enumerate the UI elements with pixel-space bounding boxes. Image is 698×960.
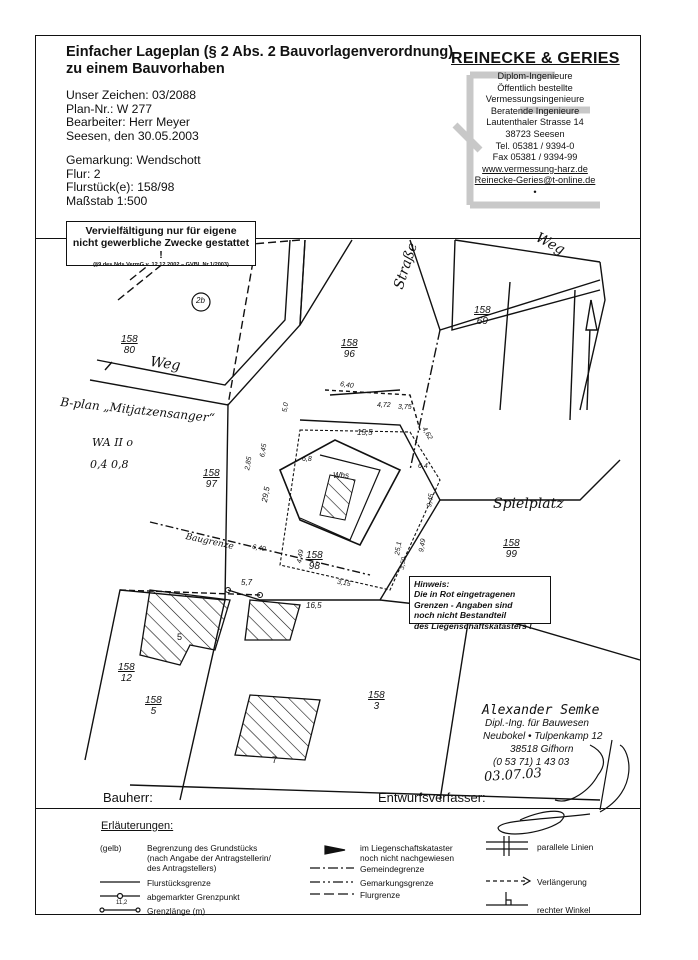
author-phone: (0 53 71) 1 43 03 xyxy=(493,757,570,768)
scale: Maßstab 1:500 xyxy=(66,193,148,208)
spielplatz-label: Spielplatz xyxy=(493,496,564,512)
legend-flurstuecksgrenze: Flurstücksgrenze xyxy=(147,878,211,888)
note-line: des Liegenschaftskatasters ! xyxy=(414,620,532,631)
gemarkung: Gemarkung: Wendschott xyxy=(66,153,201,167)
dimension: 3,50 xyxy=(398,556,408,571)
reference: Unser Zeichen: 03/2088 xyxy=(66,88,197,102)
dimension: 9,45 xyxy=(426,493,436,508)
dimension: 4,72 xyxy=(377,402,391,409)
legend-gelb-tag: (gelb) xyxy=(100,843,122,853)
legend-flurgrenze: Flurgrenze xyxy=(360,890,401,900)
legend-kataster-line: noch nicht nachgewiesen xyxy=(360,853,455,863)
legend-gemarkungsgrenze: Gemarkungsgrenze xyxy=(360,878,434,888)
company-line: Tel. 05381 / 9394-0 xyxy=(495,140,575,151)
legend-grenzlaenge-sample: 11,2 xyxy=(116,900,128,906)
plot-label: 158 97 xyxy=(203,468,220,490)
house-label: Whs xyxy=(333,471,349,480)
dimension: 9,49 xyxy=(418,538,428,553)
dimension: 6,40 xyxy=(251,543,267,554)
plot-label: 158 96 xyxy=(341,338,358,360)
plot-label: 158 69 xyxy=(474,305,491,327)
bauherr-label: Bauherr: xyxy=(103,790,153,805)
entwurf-label: Entwurfsverfasser: xyxy=(378,790,486,805)
note-line: noch nicht Bestandteil xyxy=(414,610,507,621)
legend-winkel: rechter Winkel xyxy=(537,905,591,915)
company-website-link[interactable]: www.vermessung-harz.de xyxy=(482,163,588,174)
stamp-line: (§9 des Nds.VermG v. 12.12.2002 – GVBl. Nr.1/2003) xyxy=(93,262,229,268)
plot-label: 158 80 xyxy=(121,334,138,356)
dimension: 3,15 xyxy=(336,578,352,589)
baugrenze-label: Baugrenze xyxy=(184,532,235,552)
circle-marker-label: 2b xyxy=(196,296,205,305)
note-line: Die in Rot eingetragenen xyxy=(414,589,516,600)
flur: Flur: 2 xyxy=(66,166,101,181)
dimension: 16,5 xyxy=(306,601,322,610)
company-name: REINECKE & GERIES xyxy=(451,50,620,67)
bullet-icon: • xyxy=(533,186,537,197)
plot-label: 158 98 xyxy=(306,550,323,572)
author-name: Alexander Semke xyxy=(482,703,600,718)
dimension: 6,4 xyxy=(418,463,428,470)
dimension: 6,45 xyxy=(259,443,269,458)
street-weg-right: Weg xyxy=(533,229,568,259)
dimension: 5,7 xyxy=(241,578,253,587)
company-line: Öffentlich bestellte xyxy=(497,82,573,93)
company-line: Fax 05381 / 9394-99 xyxy=(492,152,578,163)
company-line: Beratende Ingenieure xyxy=(490,105,580,116)
dimension: 5,0 xyxy=(281,402,291,413)
bplan-annotation: B-plan „Mitjatzensanger“ xyxy=(59,394,216,426)
company-line: Lautenthaler Strasse 14 xyxy=(486,117,584,128)
place-date: Seesen, den 30.05.2003 xyxy=(66,128,199,143)
dimension: 2,85 xyxy=(244,456,254,471)
plan-number: Plan-Nr.: W 277 xyxy=(66,101,153,116)
note-line: Grenzen - Angaben sind xyxy=(414,599,513,610)
dimension: 4,49 xyxy=(296,549,306,564)
dimension: 4,62 xyxy=(420,425,434,442)
author-title: Dipl.-Ing. für Bauwesen xyxy=(485,718,589,729)
house-number: 5 xyxy=(177,632,183,642)
street-weg-left: Weg xyxy=(149,353,182,375)
plan-title: Einfacher Lageplan (§ 2 Abs. 2 Bauvorlagenverordnung) xyxy=(66,44,454,60)
legend-title: Erläuterungen: xyxy=(101,820,174,832)
plan-subtitle: zu einem Bauvorhaben xyxy=(66,61,225,77)
flurstueck: Flurstück(e): 158/98 xyxy=(66,180,175,195)
company-line: 38723 Seesen xyxy=(505,128,565,139)
company-line: Diplom-Ingenieure xyxy=(497,71,573,81)
dimension: 29,5 xyxy=(260,486,272,503)
legend-gelb-line: des Antragstellers) xyxy=(147,863,217,873)
author-city: 38518 Gifhorn xyxy=(510,744,574,755)
legend-gelb-line: (nach Angabe der Antragstellerin/ xyxy=(147,853,271,863)
legend-grenzpunkt: abgemarkter Grenzpunkt xyxy=(147,892,240,902)
dimension: 15,5 xyxy=(357,428,373,437)
legend-parallel: parallele Linien xyxy=(537,842,594,852)
company-email-link[interactable]: Reinecke-Geries@t-online.de xyxy=(474,175,596,186)
plot-label: 158 12 xyxy=(118,662,135,684)
dimension: 25,1 xyxy=(394,541,404,556)
signature-date: 03.07.03 xyxy=(483,765,543,786)
house-number: 7 xyxy=(272,755,278,765)
author-street: Neubokel • Tulpenkamp 12 xyxy=(483,731,603,742)
note-line: Hinweis: xyxy=(414,579,450,589)
legend-grenzlaenge: Grenzlänge (m) xyxy=(147,906,206,916)
legend-verlaengerung: Verlängerung xyxy=(537,877,587,887)
plot-label: 158 3 xyxy=(368,690,385,712)
plot-label: 158 5 xyxy=(145,695,162,717)
bplan-code-1: WA II o xyxy=(92,436,134,449)
company-line: Vermessungsingenieure xyxy=(485,94,585,105)
legend-gemeindegrenze: Gemeindegrenze xyxy=(360,864,425,874)
stamp-line: nicht gewerbliche Zwecke gestattet ! xyxy=(72,237,250,261)
street-strasse: Straße xyxy=(390,240,421,292)
plot-label: 158 99 xyxy=(503,538,520,560)
stamp-line: Vervielfältigung nur für eigene xyxy=(85,225,237,237)
legend-kataster-line: im Liegenschaftskataster xyxy=(360,843,453,853)
legend-gelb-line: Begrenzung des Grundstücks xyxy=(147,843,258,853)
dimension: 6,8 xyxy=(302,456,312,463)
dimension: 3,75 xyxy=(398,404,412,411)
dimension: 6,40 xyxy=(339,381,355,390)
editor: Bearbeiter: Herr Meyer xyxy=(66,115,190,130)
bplan-code-2: 0,4 0,8 xyxy=(90,458,129,471)
